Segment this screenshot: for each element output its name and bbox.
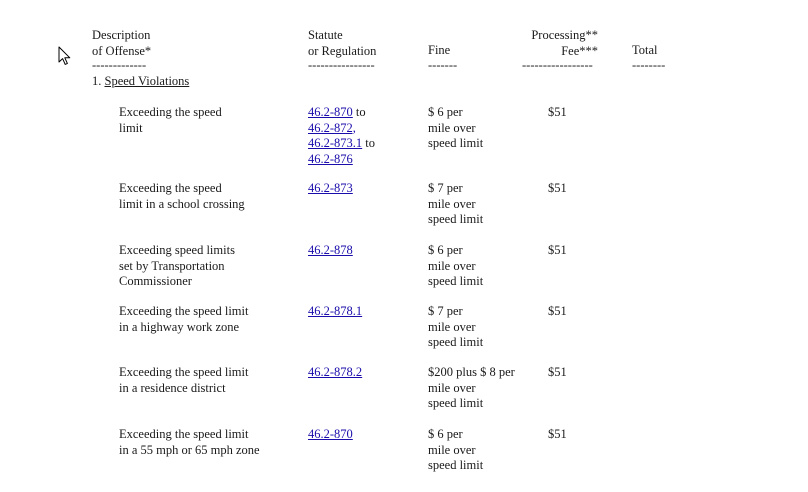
header-processing-line: Processing** — [531, 28, 598, 42]
offense-description-line: limit in a school crossing — [119, 196, 245, 211]
fine-line: $ 6 per — [428, 105, 463, 119]
fine-line: speed limit — [428, 396, 484, 410]
statute-cell — [308, 365, 362, 381]
header-underline-fine: ------- — [428, 58, 458, 72]
offense-description — [119, 304, 248, 335]
statute-line — [308, 121, 375, 137]
fine-line: $ 7 per — [428, 181, 463, 195]
header-fine: Fine — [428, 43, 451, 57]
header-total: Total — [632, 43, 658, 57]
statute-link[interactable]: 46.2-878.1 — [308, 304, 363, 318]
fine-cell — [428, 243, 483, 290]
statute-link[interactable]: 46.2-870 — [308, 427, 353, 441]
processing-fee-cell: $51 — [548, 105, 567, 119]
statute-link[interactable]: 46.2-872, — [308, 120, 356, 135]
fine-line: $ 6 per — [428, 243, 463, 257]
statute-cell — [308, 181, 353, 197]
offense-description — [119, 105, 222, 136]
processing-fee-cell: $51 — [548, 243, 567, 257]
statute-link[interactable]: 46.2-873 — [308, 181, 353, 195]
header-statute-line: Statute — [308, 28, 343, 42]
statute-link[interactable]: 46.2-870 — [308, 105, 353, 119]
header-processing-fee — [522, 28, 598, 59]
offense-description-line: in a highway work zone — [119, 319, 240, 334]
fine-line: speed limit — [428, 136, 484, 150]
statute-connector: to — [352, 105, 366, 119]
header-underline-processing: ----------------- — [522, 58, 593, 72]
statute-link[interactable]: 46.2-878.2 — [308, 365, 363, 379]
processing-fee-cell: $51 — [548, 427, 567, 441]
fine-line: mile over — [428, 258, 476, 273]
statute-line — [308, 243, 353, 259]
fine-line: $ 7 per — [428, 304, 463, 318]
statute-line — [308, 136, 375, 152]
fine-line: mile over — [428, 196, 476, 211]
fine-line: $ 6 per — [428, 427, 463, 441]
offense-description-line: Exceeding the speed limit — [119, 365, 249, 379]
processing-fee-cell: $51 — [548, 181, 567, 195]
offense-description-line: Exceeding speed limits — [119, 243, 235, 257]
header-processing-line: Fee*** — [561, 43, 598, 58]
section-number: 1. — [92, 74, 102, 88]
processing-fee-cell: $51 — [548, 365, 567, 379]
offense-description-line: set by Transportation — [119, 258, 225, 273]
statute-cell — [308, 304, 362, 320]
section-title: Speed Violations — [104, 74, 190, 88]
fine-line: mile over — [428, 380, 476, 395]
statute-link[interactable]: 46.2-876 — [308, 151, 353, 166]
offense-description-line: in a 55 mph or 65 mph zone — [119, 442, 260, 457]
fine-line: speed limit — [428, 458, 484, 472]
fine-cell — [428, 304, 483, 351]
header-statute-line: or Regulation — [308, 43, 377, 58]
offense-description — [119, 181, 245, 212]
fine-line: $200 plus $ 8 per — [428, 365, 515, 379]
fine-cell — [428, 365, 515, 412]
header-description-line: of Offense* — [92, 43, 152, 58]
offense-description — [119, 243, 235, 290]
fine-line: speed limit — [428, 212, 484, 226]
statute-line — [308, 427, 353, 443]
statute-line — [308, 181, 353, 197]
offense-description-line: Exceeding the speed — [119, 181, 222, 195]
header-description-line: Description — [92, 28, 151, 42]
statute-line — [308, 304, 362, 320]
offense-description-line: Exceeding the speed limit — [119, 304, 249, 318]
section-heading — [92, 74, 189, 90]
offense-description-line: Exceeding the speed — [119, 105, 222, 119]
header-statute — [308, 28, 376, 59]
fine-cell — [428, 181, 483, 228]
statute-cell — [308, 427, 353, 443]
statute-cell — [308, 243, 353, 259]
offense-description-line: in a residence district — [119, 380, 226, 395]
offense-description — [119, 365, 248, 396]
header-underline-description: ------------- — [92, 58, 147, 72]
fine-line: speed limit — [428, 335, 484, 349]
statute-connector: to — [362, 136, 376, 150]
offense-description-line: Commissioner — [119, 274, 192, 288]
statute-cell — [308, 105, 375, 167]
header-underline-statute: ---------------- — [308, 58, 375, 72]
fine-line: speed limit — [428, 274, 484, 288]
statute-link[interactable]: 46.2-878 — [308, 243, 353, 257]
statute-line — [308, 105, 375, 121]
fine-line: mile over — [428, 442, 476, 457]
fine-cell — [428, 105, 483, 152]
fine-cell — [428, 427, 483, 474]
offense-description — [119, 427, 260, 458]
offense-description-line: Exceeding the speed limit — [119, 427, 249, 441]
header-underline-total: -------- — [632, 58, 666, 72]
mouse-pointer-icon — [58, 46, 72, 66]
offense-description-line: limit — [119, 120, 143, 135]
processing-fee-cell: $51 — [548, 304, 567, 318]
fine-line: mile over — [428, 120, 476, 135]
header-description — [92, 28, 151, 59]
statute-link[interactable]: 46.2-873.1 — [308, 136, 363, 150]
statute-line — [308, 152, 375, 168]
fine-line: mile over — [428, 319, 476, 334]
statute-line — [308, 365, 362, 381]
